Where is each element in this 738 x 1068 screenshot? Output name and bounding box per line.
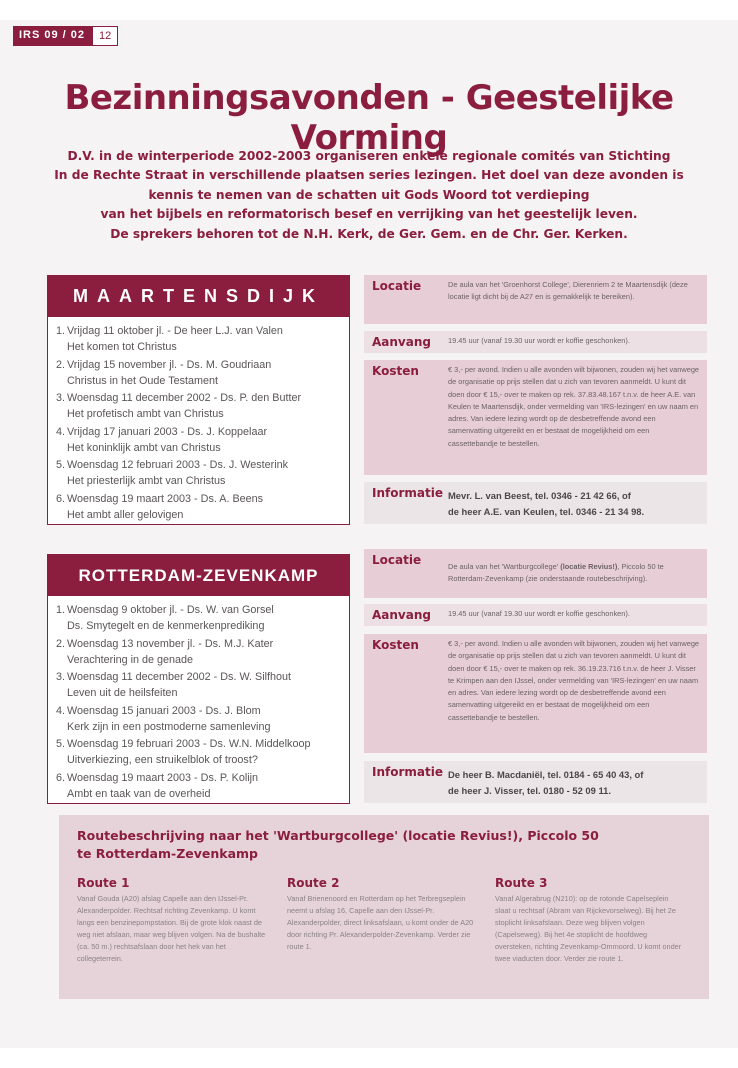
aanvang-value: 19.45 uur (vanaf 19.30 uur wordt er koffie geschonken). — [443, 331, 707, 353]
lecture-date-speaker: Woensdag 19 maart 2003 - Ds. A. Beens — [67, 492, 264, 505]
lecture-item: 6. Woensdag 19 maart 2003 - Ds. P. Kolijn Ambt en taak van de overheid — [56, 770, 349, 802]
lecture-date-speaker: Woensdag 11 december 2002 - Ds. P. den Butter — [67, 392, 302, 404]
lecture-item: 2. Woensdag 13 november jl. - Ds. M.J. Kater Verachtering in de genade — [56, 636, 349, 668]
route-section-title: Routebeschrijving naar het 'Wartburgcollege' (locatie Revius!), Piccolo 50 te Rotterdam-Zevenkamp — [77, 828, 599, 861]
lecture-topic: Christus in het Oude Testament — [67, 374, 219, 387]
city-banner-maartensdijk: MAARTENSDIJK — [48, 276, 349, 317]
lecture-item: 6. Woensdag 19 maart 2003 - Ds. A. Beens Het ambt aller gelovigen — [56, 491, 349, 523]
lecture-topic: Leven uit de heilsfeiten — [67, 687, 178, 699]
kosten-value: € 3,- per avond. Indien u alle avonden wilt bijwonen, zouden wij het vanwege de organisatie op prijs stellen dat u zich van tevoren aanmeldt. U kunt dit doen door € 15,- over te maken op rek. 37.83.48.167 t.n.v. de heer A.E. van Keulen te Maartensdijk, onder vermelding van 'IRS-lezingen' en uw naam en adres. Van iedere lezing wordt op de desbetreffende avond een samenvatting uitgereikt en er bestaat de mogelijkheid om een cassettebandje te bestellen. — [443, 360, 707, 475]
informatie-label: Informatie — [364, 482, 443, 524]
intro-paragraph — [40, 147, 698, 244]
route-text: Vanaf Brienenoord en Rotterdam op het Terbregseplein neemt u afslag 16, Capelle aan den IJssel-Pr. Alexanderpolder, direct linksafslaan, u komt onder de A20 door richting Pr. Alexanderpolder-Zevenkamp. Verder zie route 1. — [287, 894, 474, 951]
maartensdijk-kosten-row — [364, 360, 707, 475]
lecture-date-speaker: Woensdag 9 oktober jl. - Ds. W. van Gorsel — [67, 604, 274, 616]
lecture-topic: Het priesterlijk ambt van Christus — [67, 475, 226, 487]
lecture-item: 1. Vrijdag 11 oktober jl. - De heer L.J. van Valen Het komen tot Christus — [56, 323, 349, 355]
intro-line: kennis te nemen van de schatten uit Gods Woord tot verdieping — [148, 187, 590, 202]
lecture-date-speaker: Woensdag 11 december 2002 - Ds. W. Silfhout — [67, 671, 292, 683]
lecture-date-speaker: Woensdag 13 november jl. - Ds. M.J. Kater — [67, 637, 274, 650]
page-title: Bezinningsavonden - Geestelijke Vorming — [64, 78, 674, 158]
lecture-date-speaker: Woensdag 15 januari 2003 - Ds. J. Blom — [67, 704, 261, 717]
route-1 — [77, 876, 267, 965]
locatie-label: Locatie — [364, 549, 443, 598]
lecture-topic: Het komen tot Christus — [67, 341, 177, 353]
page-number: 12 — [92, 26, 118, 46]
route-heading: Route 2 — [287, 876, 340, 890]
aanvang-value: 19.45 uur (vanaf 19.30 uur wordt er koffie geschonken). — [443, 604, 707, 626]
lecture-date-speaker: Vrijdag 17 januari 2003 - Ds. J. Koppelaar — [67, 425, 268, 438]
intro-line: De sprekers behoren tot de N.H. Kerk, de Ger. Gem. en de Chr. Ger. Kerken. — [110, 226, 628, 241]
lecture-list — [48, 317, 349, 523]
route-text: Vanaf Gouda (A20) afslag Capelle aan den IJssel-Pr. Alexanderpolder. Rechtsaf richting Zevenkamp. U komt langs een benzinepompstation. Bij de grote klok naast de weg niet afslaan, maar weg blijven volgen. Na de bushalte (ca. 50 m.) rechtsafslaan door het hek van het collegeterrein. — [77, 894, 266, 963]
route-3 — [495, 876, 685, 965]
maartensdijk-aanvang-row — [364, 331, 707, 353]
rotterdam-kosten-row — [364, 634, 707, 753]
lecture-item: 5. Woensdag 19 februari 2003 - Ds. W.N. Middelkoop Uitverkiezing, een struikelblok of troost? — [56, 736, 349, 768]
lecture-item: 5. Woensdag 12 februari 2003 - Ds. J. Westerink Het priesterlijk ambt van Christus — [56, 457, 349, 489]
lecture-item: 2. Vrijdag 15 november jl. - Ds. M. Goudriaan Christus in het Oude Testament — [56, 357, 349, 389]
lecture-item: 3. Woensdag 11 december 2002 - Ds. P. den Butter Het profetisch ambt van Christus — [56, 390, 349, 422]
city-banner-rotterdam: ROTTERDAM-ZEVENKAMP — [48, 555, 349, 596]
rotterdam-locatie-row — [364, 549, 707, 598]
lecture-topic: Uitverkiezing, een struikelblok of troost? — [67, 754, 258, 766]
intro-line: van het bijbels en reformatorisch besef en verrijking van het geestelijk leven. — [100, 207, 638, 222]
maartensdijk-locatie-row — [364, 275, 707, 324]
lecture-date-speaker: Woensdag 19 februari 2003 - Ds. W.N. Middelkoop — [67, 738, 311, 750]
lecture-topic: Het profetisch ambt van Christus — [67, 408, 224, 420]
locatie-label: Locatie — [364, 275, 443, 324]
lecture-topic: Verachtering in de genade — [67, 653, 194, 666]
contact-line: de heer J. Visser, tel. 0180 - 52 09 11. — [448, 785, 611, 796]
lecture-date-speaker: Woensdag 19 maart 2003 - Ds. P. Kolijn — [67, 771, 259, 784]
maartensdijk-informatie-row — [364, 482, 707, 524]
contact-line: De heer B. Macdaniël, tel. 0184 - 65 40 43, of — [448, 769, 644, 780]
lecture-topic: Het koninklijk ambt van Christus — [67, 441, 221, 454]
lecture-topic: Ds. Smytegelt en de kenmerkenprediking — [67, 620, 265, 632]
rotterdam-informatie-row — [364, 761, 707, 803]
lecture-topic: Ambt en taak van de overheid — [67, 787, 211, 800]
contact-line: de heer A.E. van Keulen, tel. 0346 - 21 34 98. — [448, 506, 645, 517]
lecture-item: 4. Vrijdag 17 januari 2003 - Ds. J. Koppelaar Het koninklijk ambt van Christus — [56, 424, 349, 456]
route-heading: Route 1 — [77, 876, 130, 890]
lecture-list — [48, 596, 349, 802]
kosten-label: Kosten — [364, 360, 443, 475]
informatie-value — [443, 482, 707, 524]
lecture-item: 3. Woensdag 11 december 2002 - Ds. W. Silfhout Leven uit de heilsfeiten — [56, 669, 349, 701]
rotterdam-box — [47, 554, 350, 804]
aanvang-label: Aanvang — [364, 604, 443, 626]
contact-line: Mevr. L. van Beest, tel. 0346 - 21 42 66, of — [448, 490, 631, 501]
lecture-topic: Het ambt aller gelovigen — [67, 508, 184, 521]
lecture-topic: Kerk zijn in een postmoderne samenleving — [67, 720, 271, 733]
route-description-section — [59, 815, 709, 999]
locatie-value: De aula van het 'Groenhorst College', Dierenriem 2 te Maartensdijk (deze locatie ligt dicht bij de A27 en is gemakkelijk te bereiken). — [443, 275, 707, 324]
intro-line: In de Rechte Straat in verschillende plaatsen series lezingen. Het doel van deze avonden is — [54, 168, 684, 183]
route-2 — [287, 876, 477, 953]
issue-tag — [13, 26, 118, 46]
route-heading: Route 3 — [495, 876, 548, 890]
aanvang-label: Aanvang — [364, 331, 443, 353]
intro-line: D.V. in de winterperiode 2002-2003 organiseren enkele regionale comités van Stichting — [67, 149, 671, 163]
lecture-item: 1. Woensdag 9 oktober jl. - Ds. W. van Gorsel Ds. Smytegelt en de kenmerkenprediking — [56, 602, 349, 634]
issue-label: IRS 09 / 02 — [13, 26, 92, 46]
maartensdijk-box — [47, 275, 350, 525]
lecture-date-speaker: Vrijdag 15 november jl. - Ds. M. Goudriaan — [67, 358, 272, 371]
route-text: Vanaf Algerabrug (N210): op de rotonde Capelseplein slaat u rechtsaf (Abram van Rijckevorselweg). Bij het 2e stoplicht linksafslaan. Deze weg blijven volgen (Capelseweg). Bij het 4e stoplicht de hoofdweg oversteken, richting Zevenkamp-Ommoord. U komt onder twee viaducten door. Verder zie route 1. — [495, 894, 682, 963]
informatie-label: Informatie — [364, 761, 443, 803]
kosten-label: Kosten — [364, 634, 443, 753]
lecture-date-speaker: Vrijdag 11 oktober jl. - De heer L.J. van Valen — [67, 325, 283, 337]
rotterdam-aanvang-row — [364, 604, 707, 626]
lecture-date-speaker: Woensdag 12 februari 2003 - Ds. J. Westerink — [67, 459, 289, 471]
locatie-value: De aula van het 'Wartburgcollege' (locatie Revius!), Piccolo 50 te Rotterdam-Zevenkamp (zie onderstaande routebeschrijving). — [443, 549, 707, 598]
kosten-value: € 3,- per avond. Indien u alle avonden wilt bijwonen, zouden wij het vanwege de organisatie op prijs stellen dat u zich van tevoren aanmeldt. U kunt dit doen door € 15,- over te maken op rek. 36.19.23.716 t.n.v. de heer J. Visser te Krimpen aan den IJssel, onder vermelding van 'IRS-lezingen' en uw naam en adres. Van iedere lezing wordt op de desbetreffende avond een samenvatting uitgereikt en er bestaat de mogelijkheid om een cassettebandje te bestellen. — [443, 634, 707, 753]
informatie-value — [443, 761, 707, 803]
lecture-item: 4. Woensdag 15 januari 2003 - Ds. J. Blom Kerk zijn in een postmoderne samenleving — [56, 703, 349, 735]
